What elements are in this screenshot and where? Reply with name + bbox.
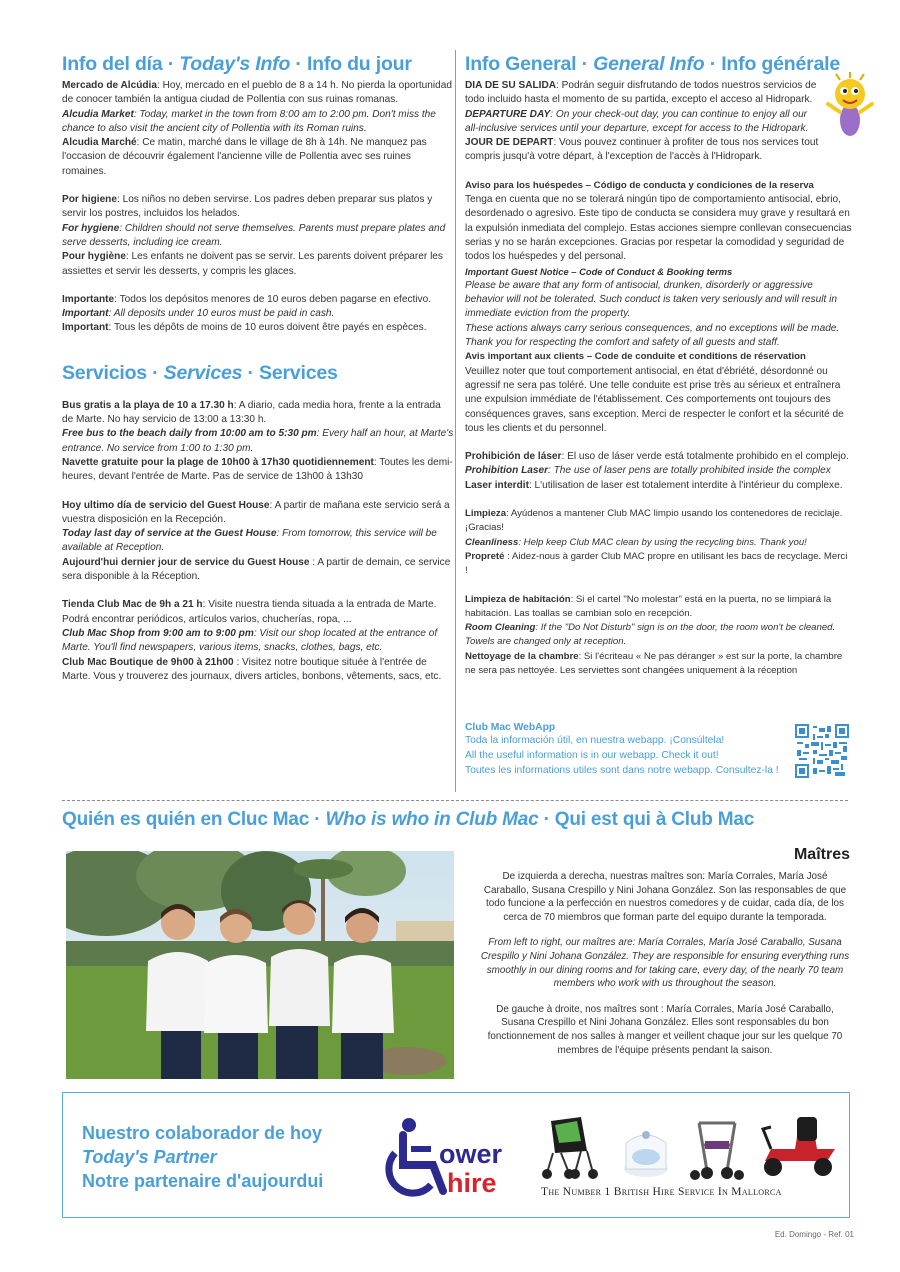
servicios-title: Servicios · Services · Services [62,361,338,384]
bus-block: Bus gratis a la playa de 10 a 17.30 h: A diario, cada media hora, frente a la entrada de Marte. No hay servicio de 13:00 a 13:30 h. Free bus to the beach daily from 10:00 am to 5:30 pm: Every half an hour, at Marte's entrance. No service from 1:00 to 1:30 pm. Navette gratuite pour la plage de 10h00 à 17h30 quotidiennement: Toutes les demi-heures, devant l'entrée de Marte. Pas de service de 13h00 à 13h30 [62,399,454,483]
webapp-line-fr: Toutes les informations utiles sont dans notre webapp. Consultez-la ! [465,765,779,776]
maitres-text-fr: De gauche à droite, nos maîtres sont : María Corrales, María José Caraballo, Susana Crespillo et Nini Johana González. Elles sont responsables du bon fonctionnement de nos salles à manger et veillent chaque jour sur les quelque 70 membres de l'équipe présents pendant la saison. [487,1003,843,1056]
column-divider [455,50,456,792]
market-block: Mercado de Alcúdia: Hoy, mercado en el pueblo de 8 a 14 h. No pierda la oportunidad de conocer también la antigua ciudad de Pollentia con sus ruinas romanas. Alcudia Market: Today, market in the town from 8:00 am to 2:00 pm. Don't miss the chance to also visit the ancient city of Pollentia with its Roman ruins. Alcudia Marché: Ce matin, marché dans le village de 8h à 14h. Ne manquez pas l'occasion de découvrir également l'ancienne ville de Pollentia avec ses ruines romaines. [62,80,452,177]
webapp-line-en: All the useful information is in our webapp. Check it out! [465,750,719,761]
webapp-line-es: Toda la información útil, en nuestra webapp. ¡Consúltela! [465,735,725,746]
shop-block: Tienda Club Mac de 9h a 21 h: Visite nuestra tienda situada a la entrada de Marte. Podrá encontrar periódicos, artículos varios, chucherías, ropa, ... Club Mac Shop from 9:00 am to 9:00 pm: Visit our shop located at the entrance of Marte. You'll find newspapers, various items, snacks, clothes, bags, etc. Club Mac Boutique de 9h00 à 21h00 : Visitez notre boutique située à l'entrée de Marte. Vous y trouverez des journaux, divers articles, bonbons, vêtements, sacs, etc. [62,599,442,682]
guest-house-block: Hoy ultimo día de servicio del Guest House: A partir de mañana este servicio será a vuestra disposición en la Recepción. Today last day of service at the Guest House: From tomorrow, this service will be available at Reception. Aujourd'hui dernier jour de service du Guest House : A partir de demain, ce service sera disponible à la Réception. [62,499,451,583]
svg-text:hire: hire [447,1168,497,1198]
sterilizer-icon [619,1123,673,1179]
rollator-icon [687,1115,747,1181]
webapp-block [465,722,845,778]
left-column [62,53,454,684]
mobility-scooter-icon [757,1115,841,1181]
section-divider [62,800,848,801]
deposit-block: Importante: Todos los depósitos menores de 10 euros deben pagarse en efectivo. Important: All deposits under 10 euros must be paid in cash. Important: Tous les dépôts de moins de 10 euros doivent être payés en espèces. [62,293,432,334]
footer-reference: Ed. Domingo - Ref. 01 [774,1230,854,1239]
cleanliness-block: Limpieza: Ayúdenos a mantener Club MAC limpio usando los contenedores de reciclaje. ¡Gracias! Cleanliness: Help keep Club MAC clean by using the recycling bins. Thank you! Propreté : Aidez-nous à garder Club MAC propre en utilisant les bacs de recyclage. Merci ! [465,508,848,577]
info-del-dia-title: Info del día · Today's Info · Info du jour [62,53,412,75]
maitres-text-en: From left to right, our maîtres are: María Corrales, María José Caraballo, Susana Crespillo y Nini Johana González. They are responsible for ensuring everything runs smoothly in our dining rooms and for taking care, every day, of the nearly 70 team members who work with us throughout the season. [480,937,850,990]
stroller-icon [541,1111,599,1181]
qr-code-icon[interactable] [795,724,849,778]
mascot-icon [824,72,876,142]
departure-block: DIA DE SU SALIDA: Podrán seguir disfrutando de todos nuestros servicios de todo incluido hasta el momento de su partida, excepto el acceso al Hidropark. DEPARTURE DAY: On your check-out day, you can continue to enjoy all our all-inclusive services until your departure, except for access to the Hidropark. JOUR DE DEPART: Vous pouvez continuer à profiter de tous nos services tout compris jusqu'à votre départ, à l'exception de l'accès à l'Hidropark. [465,80,819,163]
partner-tagline: The Number 1 British Hire Service In Mallorca [541,1186,782,1198]
partner-line-en: Today's Partner [82,1147,217,1167]
partner-box [62,1092,850,1218]
maitres-photo [66,851,454,1079]
svg-text:ower: ower [439,1139,503,1169]
right-column [465,53,852,678]
maitres-heading: Maîtres [793,846,850,863]
power-hire-logo[interactable] [381,1113,531,1205]
hygiene-block: Por higiene: Los niños no deben servirse. Los padres deben preparar sus platos y servir los postres, incluidos los helados. For hygiene: Children should not serve themselves. Parents must prepare plates and serve desserts, including ice cream. Pour hygiène: Les enfants ne doivent pas se servir. Les parents doivent préparer les assiettes et servir les desserts, y compris les glaces. [62,194,446,277]
room-cleaning-block: Limpieza de habitación: Si el cartel "No molestar" está en la puerta, no se limpiará la habitación. Las toallas se cambian solo en recepción. Room Cleaning: If the "Do Not Disturb" sign is on the door, the room won't be cleaned. Towels are changed only at reception. Nettoyage de la chambre: Si l'écriteau « Ne pas déranger » est sur la porte, la chambre ne sera pas nettoyée. Les serviettes sont changées uniquement à la réception [465,593,843,676]
conduct-block: Aviso para los huéspedes – Código de conducta y condiciones de la reserva Tenga en cuenta que no se tolerará ningún tipo de comportamiento antisocial, ebrio, desordenado o agresivo. Este tipo de conducta se considera muy grave y resultará en la expulsión inmediata del complejo. Estas acciones siempre conllevan consecuencias serias y no se harán excepciones. Gracias por respetar la comodidad y seguridad de todos los huéspedes y del personal. Important Guest Notice – Code of Conduct & Booking terms Please be aware that any form of antisocial, drunken, disorderly or aggressive behavior will not be tolerated. Such conduct is taken very seriously and will result in immediate eviction from the property. These actions always carry serious consequences, and no exceptions will be made. Thank you for respecting the comfort and safety of all guests and staff. Avis important aux clients – Code de conduite et conditions de réservation Veuillez noter que tout comportement antisocial, en état d'ébriété, désordonné ou agressif ne sera pas toléré. Une telle conduite est prise très au sérieux et entraînera une expulsion immédiate de l'établissement. Ces comportements ont toujours des conséquences graves, sans exception. Merci de respecter le confort et la sécurité de tous les clients et du personnel. [465,179,852,434]
partner-line-fr: Notre partenaire d'aujourdui [82,1171,324,1191]
maitres-text [480,846,850,1069]
partner-line-es: Nuestro colaborador de hoy [82,1123,323,1143]
webapp-title: Club Mac WebApp [465,722,556,733]
maitres-text-es: De izquierda a derecha, nuestras maîtres son: María Corrales, María José Caraballo, Susana Crespillo y Nini Johana González. Son las responsables de que todo funcione a la perfección en nuestros comedores y de cuidar, cada día, de los cerca de 70 miembros que forman parte del equipo durante la temporada. [483,871,847,923]
who-is-who-title: Quién es quién en Cluc Mac · Who is who in Club Mac · Qui est qui à Club Mac [62,809,755,830]
laser-block: Prohibición de láser: El uso de láser verde está totalmente prohibido en el complejo. Prohibition Laser: The use of laser pens are totally prohibited inside the complex Laser interdit: L'utilisation de laser est totalement interdite à l'intérieur du complexe. [465,451,849,491]
info-general-title: Info General · General Info · Info générale [465,53,840,75]
